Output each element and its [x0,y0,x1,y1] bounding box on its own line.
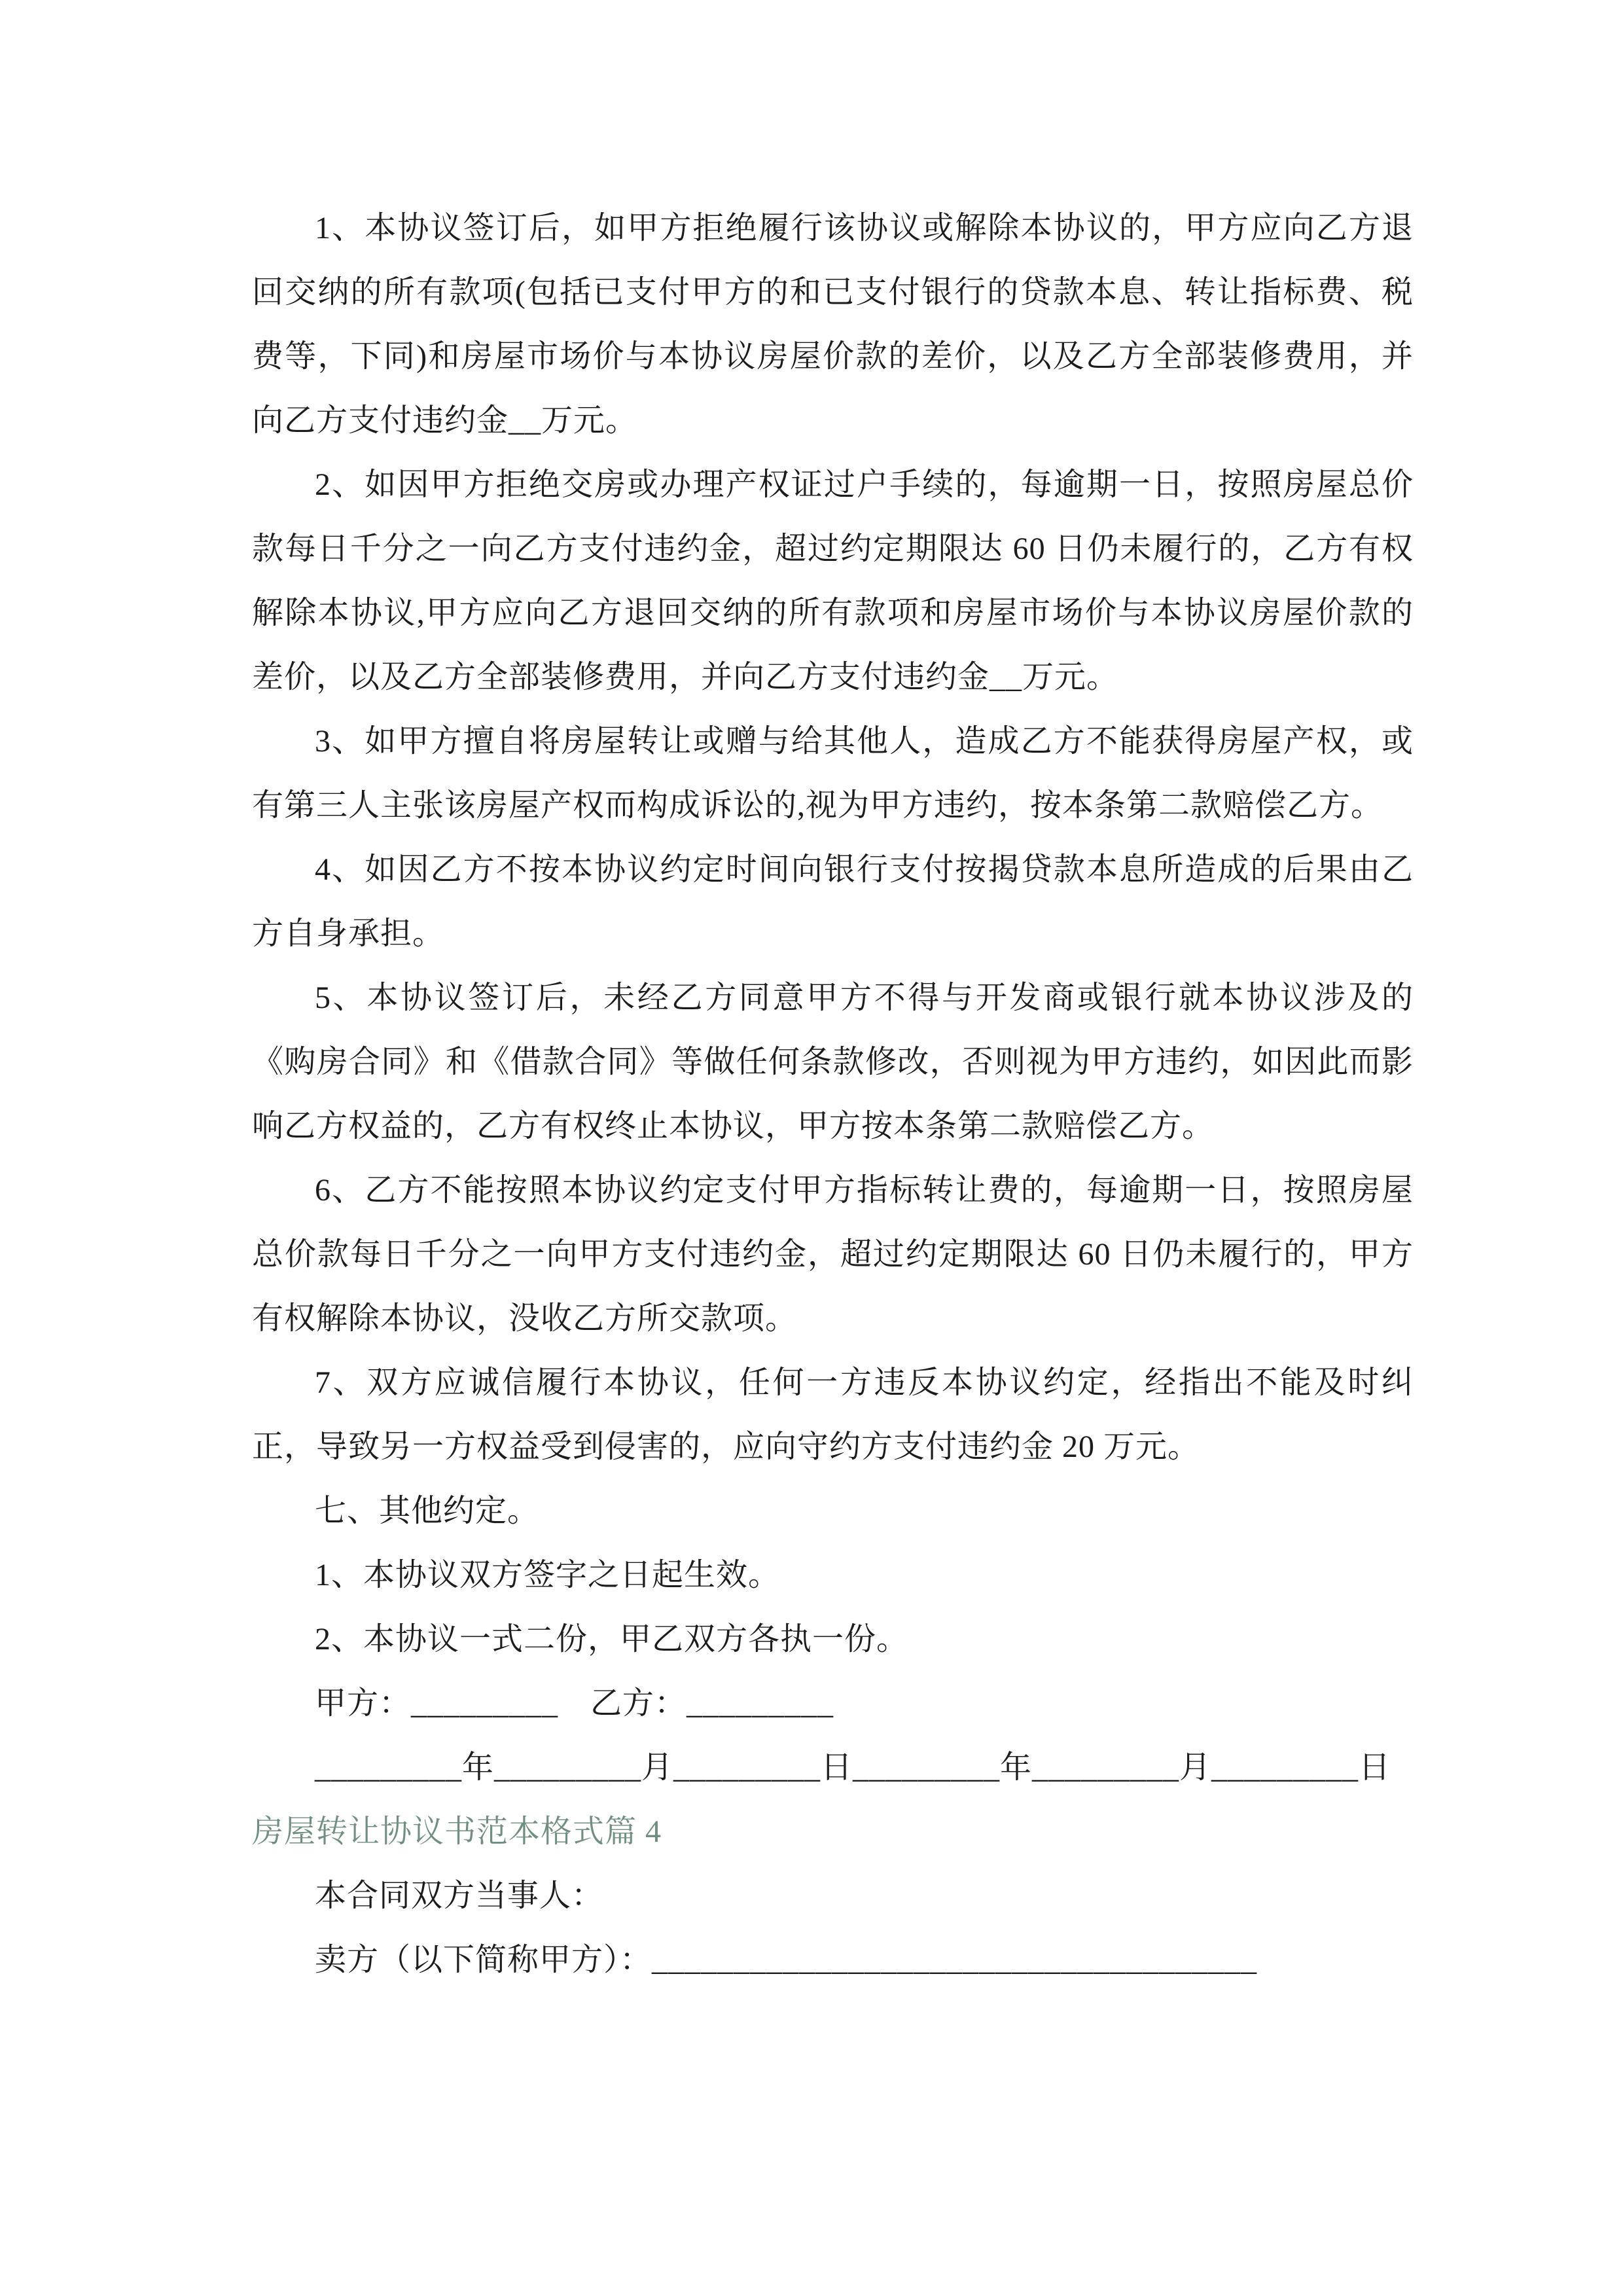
template-section-heading: 房屋转让协议书范本格式篇 4 [252,1814,662,1849]
clause-paragraph-7: 7、双方应诚信履行本协议，任何一方违反本协议约定，经指出不能及时纠正，导致另一方权益受到侵害的，应向守约方支付违约金 20 万元。 [252,1365,1414,1464]
clause-paragraph-4: 4、如因乙方不按本协议约定时间向银行支付按揭贷款本息所造成的后果由乙方自身承担。 [252,852,1414,951]
date-signature-line: _________年_________月_________日_________年_________月_________日 [315,1750,1391,1785]
clause-paragraph-6: 6、乙方不能按照本协议约定支付甲方指标转让费的，每逾期一日，按照房屋总价款每日千分之一向甲方支付违约金，超过约定期限达 60 日仍未履行的，甲方有权解除本协议，没收乙方所交款项。 [252,1173,1414,1336]
clause-paragraph-3: 3、如甲方擅自将房屋转让或赠与给其他人，造成乙方不能获得房屋产权，或有第三人主张该房屋产权而构成诉讼的,视为甲方违约，按本条第二款赔偿乙方。 [252,724,1414,823]
other-terms-item-1: 1、本协议双方签字之日起生效。 [315,1558,781,1592]
clause-paragraph-5: 5、本协议签订后，未经乙方同意甲方不得与开发商或银行就本协议涉及的《购房合同》和《借款合同》等做任何条款修改，否则视为甲方违约，如因此而影响乙方权益的，乙方有权终止本协议，甲方按本条第二款赔偿乙方。 [252,980,1414,1143]
other-terms-item-2: 2、本协议一式二份，甲乙双方各执一份。 [315,1622,909,1657]
party-signature-line: 甲方：_________ 乙方：_________ [315,1686,834,1721]
contract-parties-line: 本合同双方当事人： [315,1878,604,1913]
clause-paragraph-1: 1、本协议签订后，如甲方拒绝履行该协议或解除本协议的，甲方应向乙方退回交纳的所有款项(包括已支付甲方的和已支付银行的贷款本息、转让指标费、税费等，下同)和房屋市场价与本协议房屋价款的差价，以及乙方全部装修费用，并向乙方支付违约金__万元。 [252,211,1414,438]
seller-name-line: 卖方（以下简称甲方）：_____________________________________ [315,1943,1258,1977]
section-heading-other-terms: 七、其他约定。 [315,1494,540,1528]
clause-paragraph-2: 2、如因甲方拒绝交房或办理产权证过户手续的，每逾期一日，按照房屋总价款每日千分之一向乙方支付违约金，超过约定期限达 60 日仍未履行的，乙方有权解除本协议,甲方应向乙方退回交纳的所有款项和房屋市场价与本协议房屋价款的差价，以及乙方全部装修费用，并向乙方支付违约金__万元。 [252,467,1414,694]
